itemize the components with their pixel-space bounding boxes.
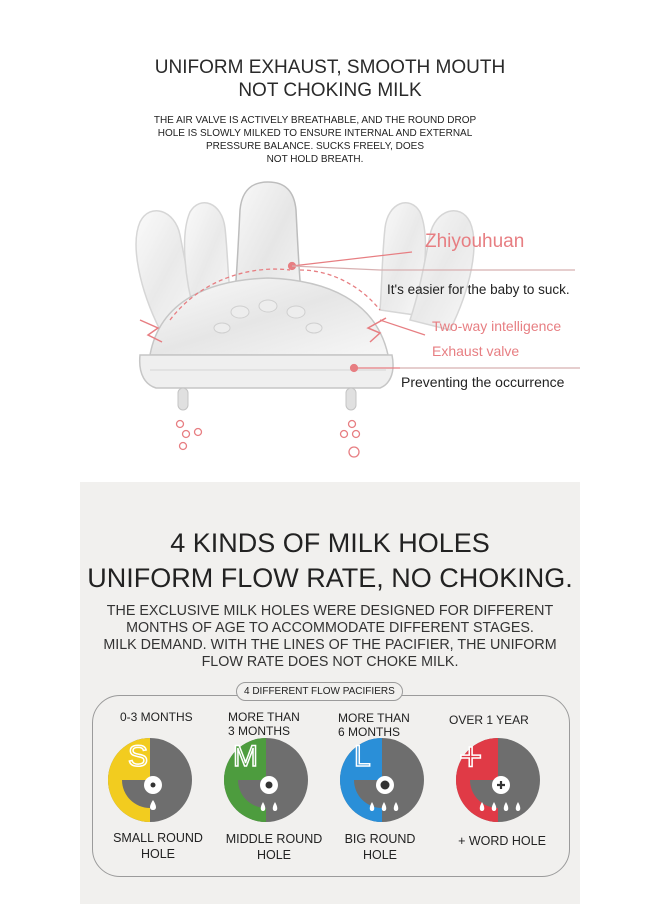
- size-l-age-line1: MORE THAN: [338, 711, 410, 725]
- size-plus-name-line1: + WORD HOLE: [458, 834, 546, 848]
- top-desc-line4: NOT HOLD BREATH.: [266, 154, 364, 165]
- vent-hole: [306, 323, 322, 333]
- size-l-name-line2: HOLE: [362, 848, 398, 862]
- size-m-icon: [224, 738, 308, 822]
- size-s-age-line1: 0-3 MONTHS: [120, 710, 193, 724]
- size-s-name-line1: SMALL ROUND: [113, 831, 203, 845]
- bottom-desc-line4: FLOW RATE DOES NOT CHOKE MILK.: [201, 654, 459, 670]
- size-l-letter: L: [354, 740, 371, 773]
- size-m-name-line2: HOLE: [256, 848, 292, 862]
- size-icons: [0, 730, 660, 830]
- callout-line-suck: [292, 266, 380, 270]
- bottom-desc-line2: MONTHS OF AGE TO ACCOMMODATE DIFFERENT STAGES.: [126, 620, 534, 636]
- brand-label: Zhiyouhuan: [425, 231, 525, 252]
- vent-hole: [214, 323, 230, 333]
- size-l-icon: [340, 738, 424, 822]
- top-title: [0, 56, 660, 102]
- size-m-letter: M: [233, 740, 258, 773]
- bottom-title: [80, 526, 580, 596]
- bubble-icon: [349, 421, 356, 428]
- size-m-age-line2: 3 MONTHS: [228, 724, 291, 738]
- bottom-description: [80, 603, 580, 671]
- prevent-callout: Preventing the occurrence: [401, 374, 565, 390]
- size-l-hole-name: [322, 831, 438, 863]
- size-m-hole-name: [216, 831, 332, 863]
- bubble-icon: [180, 443, 187, 450]
- size-s-age: [120, 710, 193, 724]
- top-title-line2: NOT CHOKING MILK: [238, 80, 422, 101]
- size-s-hole-name: [100, 830, 216, 862]
- size-l-name-line1: BIG ROUND: [344, 832, 416, 846]
- top-title-line1: UNIFORM EXHAUST, SMOOTH MOUTH: [154, 57, 506, 78]
- vent-hole: [259, 300, 277, 312]
- size-l-age-line2: 6 MONTHS: [338, 725, 401, 739]
- bubble-icon: [195, 429, 202, 436]
- bubble-icon: [183, 431, 190, 438]
- size-m-age-line1: MORE THAN: [228, 710, 300, 724]
- top-desc-line3: PRESSURE BALANCE. SUCKS FREELY, DOES: [205, 141, 425, 152]
- valve-callout-line1: Two-way intelligence: [432, 318, 562, 334]
- top-desc-line1: THE AIR VALVE IS ACTIVELY BREATHABLE, AND THE ROUND DROP: [153, 115, 477, 126]
- top-description: [120, 114, 510, 166]
- size-m-name-line1: MIDDLE ROUND: [225, 832, 323, 846]
- bubble-icon: [353, 431, 360, 438]
- bubble-icon: [177, 421, 184, 428]
- flow-pacifiers-label: 4 DIFFERENT FLOW PACIFIERS: [236, 682, 403, 701]
- bottom-title-line1: 4 KINDS OF MILK HOLES: [170, 528, 490, 558]
- suck-callout: It's easier for the baby to suck.: [387, 282, 570, 297]
- top-desc-line2: HOLE IS SLOWLY MILKED TO ENSURE INTERNAL AND EXTERNAL: [157, 128, 473, 139]
- size-plus-hole-name: [432, 833, 572, 849]
- size-s-letter: S: [128, 740, 149, 773]
- size-s-icon: [108, 738, 192, 822]
- bubble-icon: [349, 447, 359, 457]
- size-plus-letter: +: [459, 735, 483, 779]
- size-plus-age: [449, 713, 529, 727]
- size-plus-icon: [456, 735, 540, 822]
- bottom-desc-line3: MILK DEMAND. WITH THE LINES OF THE PACIFIER, THE UNIFORM: [103, 637, 557, 653]
- valve-callout-line2: Exhaust valve: [432, 343, 520, 359]
- vent-hole: [231, 306, 249, 318]
- bubble-icon: [341, 431, 348, 438]
- valve-stem-right: [346, 388, 356, 410]
- size-plus-age-line1: OVER 1 YEAR: [449, 713, 529, 727]
- bottom-desc-line1: THE EXCLUSIVE MILK HOLES WERE DESIGNED FOR DIFFERENT: [106, 603, 554, 619]
- bottom-title-line2: UNIFORM FLOW RATE, NO CHOKING.: [87, 563, 573, 593]
- valve-stem-left: [178, 388, 188, 410]
- size-s-name-line2: HOLE: [140, 847, 176, 861]
- vent-hole: [287, 306, 305, 318]
